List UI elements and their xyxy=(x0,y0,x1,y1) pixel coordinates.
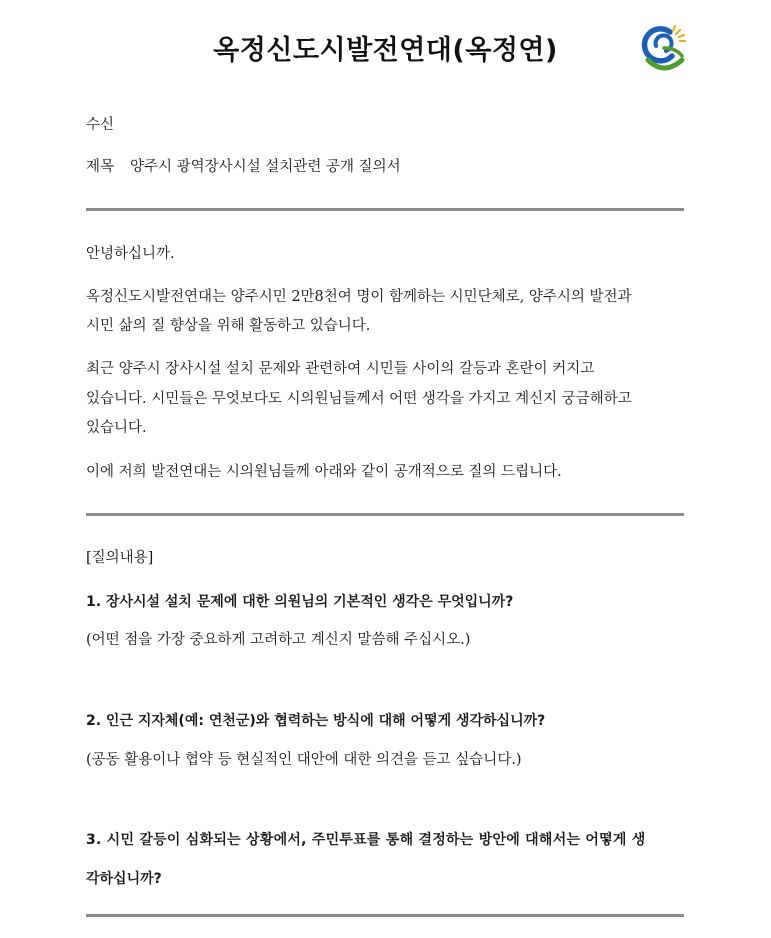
subject-line xyxy=(86,157,401,177)
question-3: 3. 시민 갈등이 심화되는 상황에서, 주민투표를 통해 결정하는 방안에 대해서는 어떻게 생 xyxy=(86,832,646,848)
divider xyxy=(86,208,684,211)
question-2-note: (공동 활용이나 협약 등 현실적인 대안에 대한 의견을 듣고 싶습니다.) xyxy=(86,752,522,768)
questions-heading: [질의내용] xyxy=(86,550,154,566)
divider xyxy=(86,513,684,516)
paragraph-line: 옥정신도시발전연대는 양주시민 2만8천여 명이 함께하는 시민단체로, 양주시의 발전과 xyxy=(86,289,632,305)
subject-text: 양주시 광역장사시설 설치관련 공개 질의서 xyxy=(130,159,401,175)
organization-logo-icon xyxy=(636,20,690,74)
paragraph-line: 최근 양주시 장사시설 설치 문제와 관련하여 시민들 사이의 갈등과 혼란이 커지고 xyxy=(86,361,595,377)
subject-label: 제목 xyxy=(86,159,115,175)
question-2: 2. 인근 지자체(예: 연천군)와 협력하는 방식에 대해 어떻게 생각하십니까? xyxy=(86,713,546,729)
question-3-continued: 각하십니까? xyxy=(86,871,162,887)
question-1-note: (어떤 점을 가장 중요하게 고려하고 계신지 말씀해 주십시오.) xyxy=(86,632,471,648)
recipient-label: 수신 xyxy=(86,117,115,133)
question-1: 1. 장사시설 설치 문제에 대한 의원님의 기본적인 생각은 무엇입니까? xyxy=(86,594,514,610)
paragraph-line: 이에 저희 발전연대는 시의원님들께 아래와 같이 공개적으로 질의 드립니다. xyxy=(86,464,562,480)
document-title: 옥정신도시발전연대(옥정연) xyxy=(213,35,558,66)
paragraph-line: 있습니다. 시민들은 무엇보다도 시의원님들께서 어떤 생각을 가지고 계신지 궁금해하고 xyxy=(86,391,632,407)
paragraph-line: 있습니다. xyxy=(86,420,147,436)
greeting: 안녕하십니까. xyxy=(86,246,175,262)
paragraph-line: 시민 삶의 질 향상을 위해 활동하고 있습니다. xyxy=(86,318,371,334)
divider xyxy=(86,914,684,917)
